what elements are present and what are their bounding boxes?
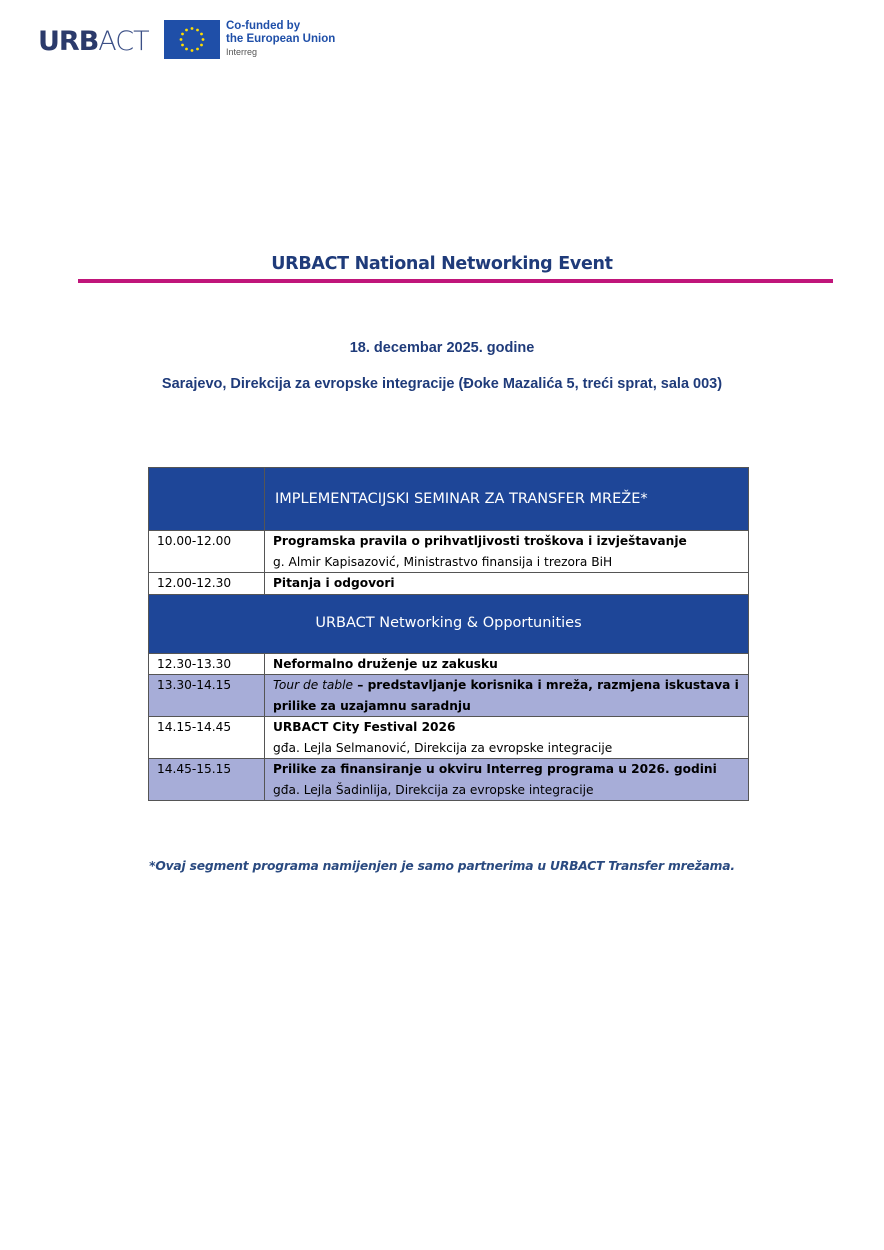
row-time: 10.00-12.00 [149, 531, 265, 573]
eu-line1: Co-funded by [226, 20, 301, 32]
eu-line3: Interreg [226, 47, 258, 57]
table-row [149, 717, 749, 759]
urbact-logo-part2: ACT [98, 26, 149, 57]
row-speaker: g. Almir Kapisazović, Ministrastvo finansija i trezora BiH [273, 554, 613, 569]
table-row [149, 653, 749, 675]
footnote: *Ovaj segment programa namijenjen je samo partnerima u URBACT Transfer mrežama. [149, 859, 735, 873]
row-time: 13.30-14.15 [149, 675, 265, 717]
row-time: 14.15-14.45 [149, 717, 265, 759]
table-row [149, 531, 749, 573]
row-title: Neformalno druženje uz zakusku [265, 653, 749, 675]
agenda-section-header [149, 468, 749, 531]
row-content [265, 759, 749, 801]
row-title: Programska pravila o prihvatljivosti troškova i izvještavanje [273, 534, 687, 548]
title-divider [78, 279, 833, 283]
row-title: Prilike za finansiranje u okviru Interreg programa u 2026. godini [273, 762, 717, 776]
table-row [149, 759, 749, 801]
agenda-section-header [149, 594, 749, 653]
urbact-logo [38, 27, 149, 57]
row-time: 12.30-13.30 [149, 653, 265, 675]
section2-title: URBACT Networking & Opportunities [149, 594, 749, 653]
agenda-table [148, 467, 749, 801]
table-row [149, 675, 749, 717]
row-time: 14.45-15.15 [149, 759, 265, 801]
row-speaker: gđa. Lejla Šadinlija, Direkcija za evropske integracije [273, 782, 594, 797]
section1-title: IMPLEMENTACIJSKI SEMINAR ZA TRANSFER MREŽE* [265, 468, 749, 531]
section-header-empty-cell [149, 468, 265, 531]
row-speaker: gđa. Lejla Selmanović, Direkcija za evropske integracije [273, 740, 613, 755]
row-title: – predstavljanje korisnika i mreža, razmjena iskustava i prilike za uzajamnu saradnju [273, 678, 739, 713]
eu-line2: the European Union [226, 33, 336, 45]
row-content [265, 675, 749, 717]
urbact-logo-part1: URB [38, 26, 99, 57]
event-date: 18. decembar 2025. godine [349, 340, 535, 356]
eu-flag-icon [164, 20, 220, 59]
event-title: URBACT National Networking Event [271, 254, 613, 274]
row-content [265, 531, 749, 573]
row-content [265, 717, 749, 759]
row-title-italic: Tour de table [273, 678, 353, 692]
table-row [149, 573, 749, 595]
row-title: URBACT City Festival 2026 [273, 720, 456, 734]
row-time: 12.00-12.30 [149, 573, 265, 595]
row-title: Pitanja i odgovori [265, 573, 749, 595]
event-venue: Sarajevo, Direkcija za evropske integracije (Đoke Mazalića 5, treći sprat, sala 003) [161, 376, 723, 392]
eu-cofunded-text [226, 20, 335, 58]
